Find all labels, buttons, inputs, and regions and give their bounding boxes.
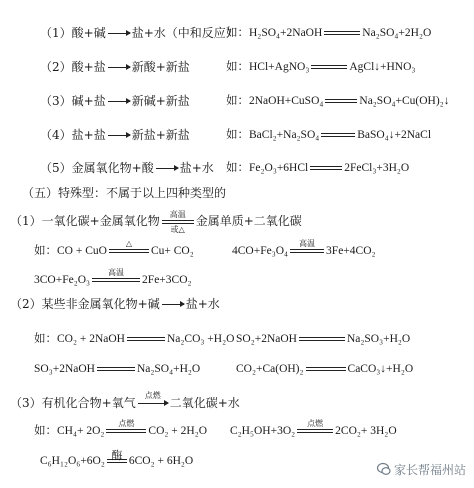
equation-left: 如：HCl+AgNO₃: [226, 61, 310, 73]
arrow-icon: [108, 135, 130, 136]
rule-reactants: （2）酸+盐: [40, 60, 106, 74]
rule-products: 新盐+新盐: [131, 128, 190, 142]
watermark-text: 家长帮福州站: [393, 463, 466, 477]
arrow-icon: [162, 304, 184, 305]
arrow-icon: [108, 67, 130, 68]
equals-sign-icon: [97, 367, 135, 371]
equation-right: AgCl↓+HNO₃: [349, 61, 416, 73]
co-equation-2: [232, 239, 376, 259]
chat-bubble-icon: [377, 462, 391, 476]
oxide-equation-2: [236, 331, 410, 347]
equals-sign-icon: [311, 65, 347, 69]
reaction-condition-sign: [162, 209, 194, 234]
combustion-equation-3: [40, 450, 194, 469]
rule-reactants: （3）碱+盐: [40, 94, 106, 108]
co-equation-3: [34, 268, 192, 288]
oxide-equation-1: [34, 331, 234, 347]
equation-left: CO₂+Ca(OH)₂: [236, 363, 304, 375]
equation-right: Na₂CO₃ +H₂O: [167, 333, 235, 345]
equals-sign-icon: [306, 367, 346, 371]
equation-left: 如：CH₄+ 2O₂: [34, 425, 105, 437]
equation-left: 3CO+Fe₂O₃: [34, 274, 91, 286]
arrow-icon: [108, 33, 130, 34]
equation-right: BaSO₄↓+2NaCl: [357, 129, 432, 141]
condition-top: 点燃: [144, 391, 161, 400]
arrow-icon: [156, 168, 178, 169]
reaction-rule-1: [40, 25, 238, 41]
condition-top: △: [125, 239, 133, 249]
reaction-rule-3: [40, 93, 190, 109]
rule-reactants: （1）酸+碱: [40, 26, 106, 40]
condition-top: 点燃: [307, 419, 324, 429]
reaction-condition-sign: [290, 239, 324, 253]
arrow-icon: [108, 101, 130, 102]
equals-sign-icon: [321, 133, 355, 137]
equation-left: 4CO+Fe₃O₄: [232, 245, 289, 257]
reaction-rule-4: [40, 127, 190, 143]
equation-right: 2CO₂+ 3H₂O: [335, 425, 397, 437]
special-rule-2: [10, 296, 220, 312]
rule-products: 金属单质+二氧化碳: [195, 214, 302, 228]
equation-left: SO₃+2NaOH: [34, 363, 95, 375]
special-rule-3: [10, 391, 240, 411]
example-equation-1: [226, 25, 431, 41]
equals-sign-icon: [310, 166, 342, 170]
equation-left: SO₂+2NaOH: [236, 333, 297, 345]
reaction-condition-sign: [109, 239, 149, 253]
equation-left: 如：CO + CuO: [34, 245, 107, 257]
equation-left: 如：BaCl₂+Na₂SO₄: [226, 129, 320, 141]
condition-top: 高温: [108, 268, 125, 278]
example-equation-3: [226, 93, 449, 109]
rule-products: 盐+水（中和反应）: [131, 26, 238, 40]
equation-right: Na₂SO₄+2H₂O: [362, 27, 432, 39]
equals-sign-icon: [325, 99, 357, 103]
equals-sign-icon: [299, 337, 345, 341]
equation-right: CO₂ + 2H₂O: [148, 425, 208, 437]
rule-products: 新酸+新盐: [131, 60, 190, 74]
rule-products: 盐+水: [179, 161, 214, 175]
equation-left: C₆H₁₂O₆+6O₂: [40, 455, 105, 467]
rule-products: 新碱+新盐: [131, 94, 190, 108]
equation-right: Na₂SO₃+H₂O: [346, 333, 411, 345]
arrow-icon: [138, 391, 168, 404]
condition-top: 酶: [111, 450, 123, 463]
special-rule-1: [10, 209, 302, 234]
reaction-condition-sign: [297, 419, 333, 433]
equation-right: 3Fe+4CO₂: [326, 245, 376, 257]
combustion-equation-1: [34, 419, 208, 439]
equation-left: 如：H₂SO₄+2NaOH: [226, 27, 323, 39]
combustion-equation-2: [230, 419, 397, 439]
oxide-equation-3: [34, 361, 200, 377]
equation-right: Cu+ CO₂: [150, 245, 194, 257]
equation-right: 2Fe+3CO₂: [142, 274, 192, 286]
equation-right: Na₂SO₄+H₂O: [136, 363, 201, 375]
rule-products: 二氧化碳+水: [169, 396, 240, 410]
rule-products: 盐+水: [185, 297, 220, 311]
reaction-condition-sign: [92, 268, 140, 282]
reaction-condition-sign: [106, 419, 146, 433]
reaction-rule-2: [40, 59, 190, 75]
equation-right: 2FeCl₃+3H₂O: [344, 162, 410, 174]
rule-reactants: （4）盐+盐: [40, 128, 106, 142]
rule-reactants: （3）有机化合物+氧气: [10, 396, 136, 410]
equation-right: CaCO₃↓+H₂O: [347, 363, 414, 375]
example-equation-5: [226, 160, 409, 176]
example-equation-4: [226, 127, 431, 143]
watermark: [377, 461, 466, 478]
oxide-equation-4: [236, 361, 413, 377]
equation-left: 如：CO₂ + 2NaOH: [34, 333, 125, 345]
condition-top: 高温: [299, 239, 316, 249]
rule-reactants: （1）一氧化碳+金属氧化物: [10, 214, 160, 228]
condition-top: 高温: [169, 209, 186, 219]
equation-left: 如：Fe₂O₃+6HCl: [226, 162, 309, 174]
condition-top: 点燃: [118, 419, 135, 429]
equation-left: 如：2NaOH+CuSO₄: [226, 95, 324, 107]
reaction-rule-5: [40, 160, 214, 176]
equals-sign-icon: [324, 31, 360, 35]
equation-right: 6CO₂ + 6H₂O: [128, 455, 194, 467]
equals-sign-icon: [127, 337, 165, 341]
rule-reactants: （5）金属氧化物+酸: [40, 161, 154, 175]
example-equation-2: [226, 59, 415, 75]
reaction-condition-sign: [107, 450, 127, 463]
section-heading: （五）特殊型：不属于以上四种类型的: [22, 186, 227, 200]
rule-reactants: （2）某些非金属氧化物+碱: [10, 297, 160, 311]
condition-bottom: 或△: [170, 224, 185, 234]
co-equation-1: [34, 239, 194, 259]
equation-left: C₂H₅OH+3O₂: [230, 425, 296, 437]
equation-right: Na₂SO₄+Cu(OH)₂↓: [359, 95, 450, 107]
